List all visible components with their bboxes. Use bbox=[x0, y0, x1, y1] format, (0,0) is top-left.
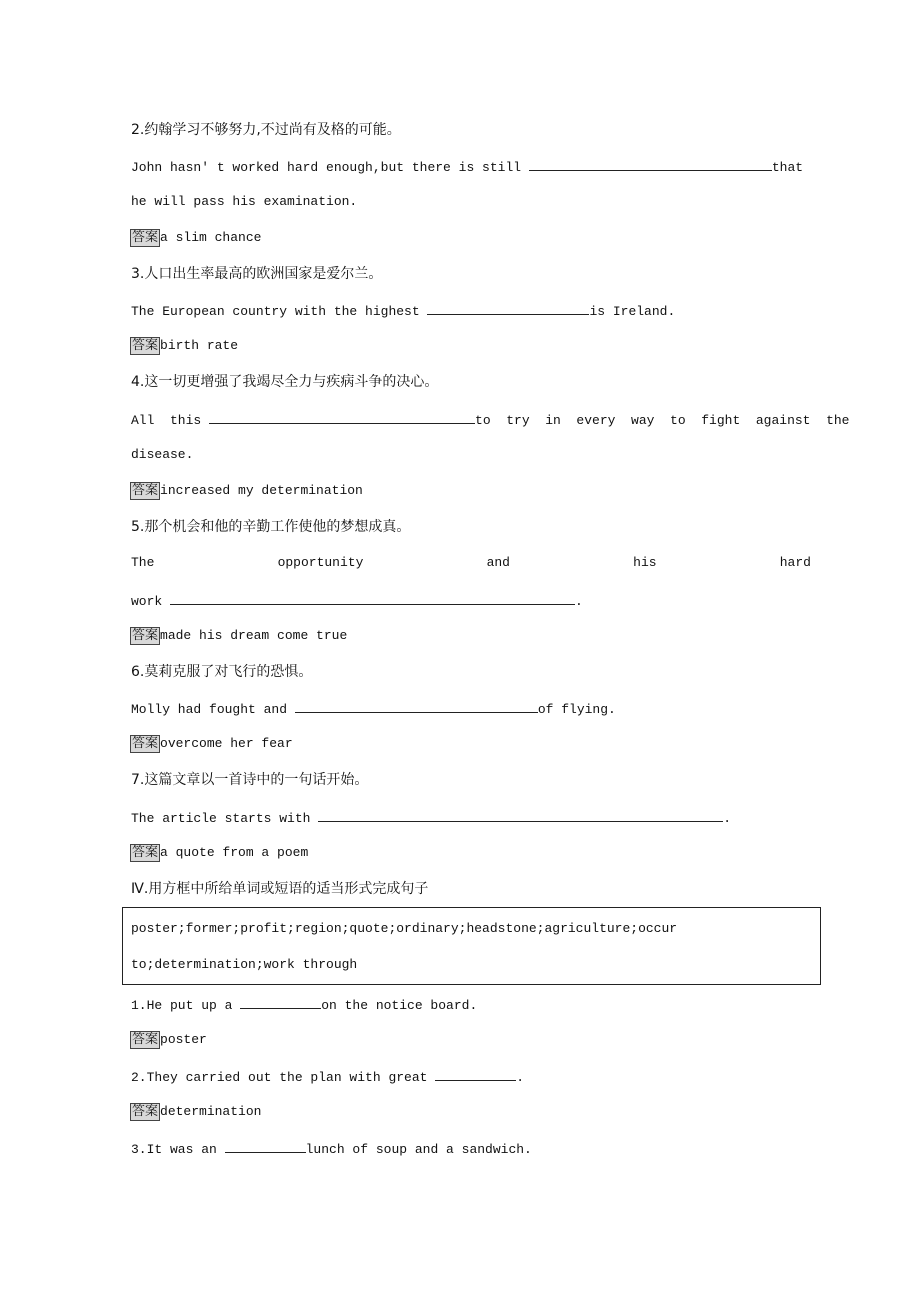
answer-badge: 答案 bbox=[132, 338, 159, 353]
q3-answer bbox=[131, 337, 238, 355]
blank[interactable] bbox=[435, 1067, 516, 1081]
text: The European country with the highest bbox=[131, 304, 428, 319]
q4-answer bbox=[131, 482, 363, 500]
text: The article starts with bbox=[131, 811, 319, 826]
text: 3.It was an bbox=[131, 1142, 225, 1157]
q3-sentence bbox=[131, 301, 675, 319]
answer-text: overcome her fear bbox=[160, 736, 293, 751]
section-title: Ⅳ.用方框中所给单词或短语的适当形式完成句子 bbox=[131, 881, 429, 897]
q6-sentence bbox=[131, 699, 616, 717]
q5-chinese: 5.那个机会和他的辛勤工作使他的梦想成真。 bbox=[131, 519, 411, 535]
word-box-line-2: to;determination;work through bbox=[131, 957, 358, 972]
text: is Ireland. bbox=[589, 304, 676, 319]
text: on the notice board. bbox=[321, 998, 478, 1013]
answer-badge: 答案 bbox=[132, 230, 159, 245]
q2-chinese: 2.约翰学习不够努力,不过尚有及格的可能。 bbox=[131, 122, 401, 138]
answer-badge: 答案 bbox=[132, 736, 159, 751]
blank[interactable] bbox=[240, 995, 321, 1009]
answer-badge: 答案 bbox=[132, 1104, 159, 1119]
word: his bbox=[633, 555, 657, 570]
word-box-line-1: poster;former;profit;region;quote;ordinary;headstone;agriculture;occur bbox=[131, 921, 678, 936]
word: hard bbox=[779, 555, 811, 570]
text: . bbox=[575, 594, 583, 609]
q5-answer bbox=[131, 627, 347, 645]
q4-sentence bbox=[131, 410, 849, 428]
text: of flying. bbox=[537, 702, 616, 717]
blank[interactable] bbox=[209, 410, 475, 424]
text: lunch of soup and a sandwich. bbox=[305, 1142, 532, 1157]
blank[interactable] bbox=[318, 808, 723, 822]
q2-answer bbox=[131, 229, 261, 247]
text: that bbox=[771, 160, 804, 175]
s1-answer bbox=[131, 1031, 207, 1049]
answer-text: a slim chance bbox=[160, 230, 262, 245]
answer-text: birth rate bbox=[160, 338, 239, 353]
text: work bbox=[131, 594, 171, 609]
q3-chinese: 3.人口出生率最高的欧洲国家是爱尔兰。 bbox=[131, 266, 383, 282]
word: and bbox=[486, 555, 510, 570]
s1-sentence bbox=[131, 995, 477, 1013]
answer-text: poster bbox=[160, 1032, 207, 1047]
word: The bbox=[131, 555, 155, 570]
blank[interactable] bbox=[529, 157, 772, 171]
q7-sentence bbox=[131, 808, 731, 826]
answer-badge: 答案 bbox=[132, 483, 159, 498]
text: 2.They carried out the plan with great bbox=[131, 1070, 436, 1085]
blank[interactable] bbox=[427, 301, 589, 315]
q2-sentence-cont: he will pass his examination. bbox=[131, 194, 358, 209]
q5-sentence bbox=[131, 554, 811, 572]
answer-text: a quote from a poem bbox=[160, 845, 309, 860]
word: opportunity bbox=[277, 555, 364, 570]
blank[interactable] bbox=[225, 1139, 306, 1153]
s2-sentence bbox=[131, 1067, 524, 1085]
answer-text: made his dream come true bbox=[160, 628, 348, 643]
text: John hasn' t worked hard enough,but there is still bbox=[131, 160, 529, 175]
text: 1.He put up a bbox=[131, 998, 241, 1013]
blank[interactable] bbox=[295, 699, 538, 713]
text: . bbox=[723, 811, 732, 826]
s2-answer bbox=[131, 1103, 261, 1121]
q7-chinese: 7.这篇文章以一首诗中的一句话开始。 bbox=[131, 772, 369, 788]
answer-text: increased my determination bbox=[160, 483, 363, 498]
s3-sentence bbox=[131, 1139, 532, 1157]
answer-badge: 答案 bbox=[132, 628, 159, 643]
answer-badge: 答案 bbox=[132, 845, 159, 860]
text: All this bbox=[131, 413, 210, 428]
q4-sentence-cont: disease. bbox=[131, 447, 194, 462]
answer-badge: 答案 bbox=[132, 1032, 159, 1047]
q2-sentence bbox=[131, 157, 803, 175]
q7-answer bbox=[131, 844, 308, 862]
q6-answer bbox=[131, 735, 293, 753]
text: to try in every way to fight against the bbox=[475, 413, 850, 428]
q5-sentence-cont bbox=[131, 591, 583, 609]
text: Molly had fought and bbox=[131, 702, 295, 717]
blank[interactable] bbox=[170, 591, 575, 605]
answer-text: determination bbox=[160, 1104, 262, 1119]
q6-chinese: 6.莫莉克服了对飞行的恐惧。 bbox=[131, 664, 313, 680]
q4-chinese: 4.这一切更增强了我竭尽全力与疾病斗争的决心。 bbox=[131, 374, 439, 390]
text: . bbox=[516, 1070, 525, 1085]
